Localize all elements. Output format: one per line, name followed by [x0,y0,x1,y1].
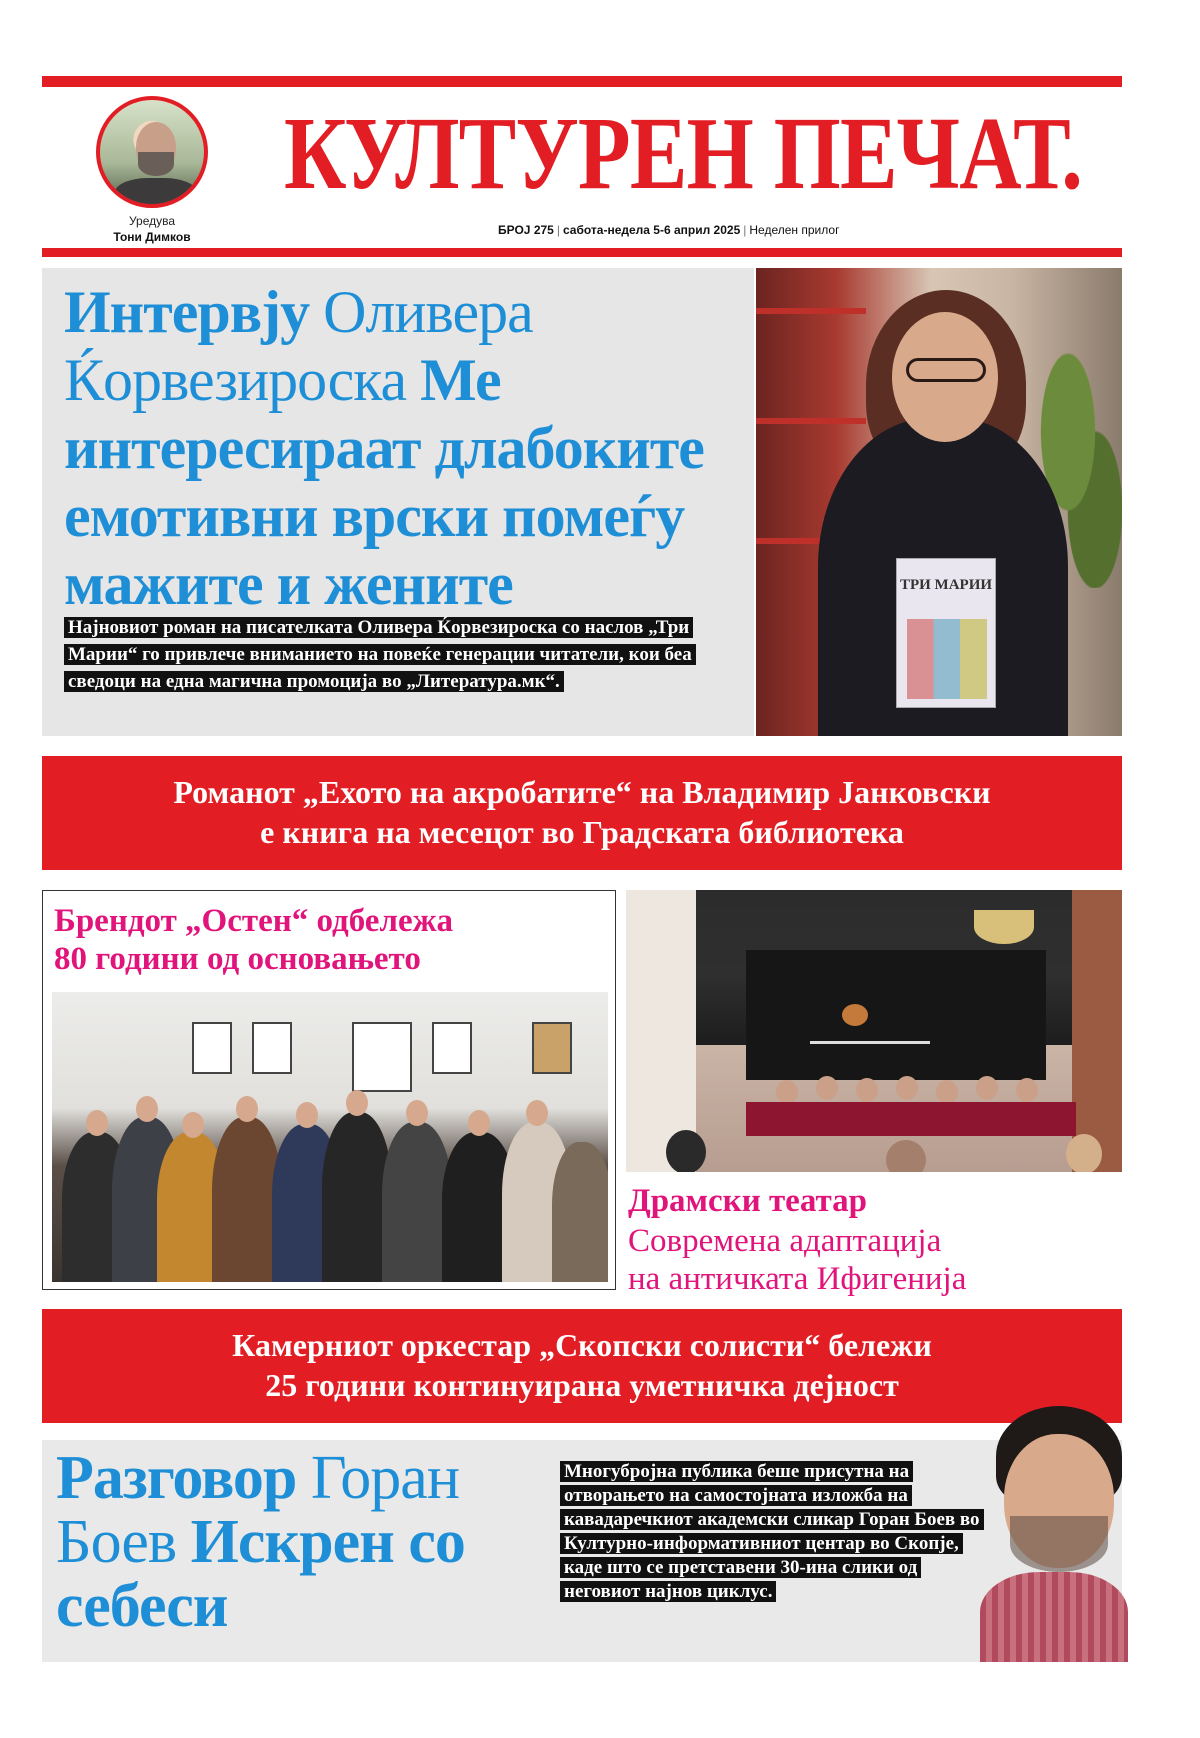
lead-kicker: Интервју [64,279,310,345]
theatre-deck [628,1222,1122,1298]
goran-standfirst-text: Многубројна публика беше присутна на отворањето на самостојната изложба на кавадаречкиот академски сликар Горан Боев во Културно-информативниот центар во Скопје, каде што се претставени 30-ина слики од неговиот најнов циклус. [560,1461,984,1602]
goran-headline[interactable] [56,1446,546,1638]
goran-headline-text: Искрен со себеси [56,1508,465,1640]
issue-note: Неделен прилог [749,223,840,237]
osten-headline [54,902,594,978]
osten-headline-line2: 80 години од основањето [54,941,421,977]
theatre-photo [626,890,1122,1172]
banner-orchestra[interactable] [42,1309,1122,1423]
editor-portrait [96,96,208,208]
issue-line: БРОЈ 275 | сабота-недела 5-6 април 2025 | Неделен прилог [498,223,840,237]
lead-standfirst [64,614,744,695]
lead-person: Оливера Ќорвезироска [64,279,533,413]
goran-person: Горан Боев [56,1444,459,1576]
goran-kicker: Разговор [56,1444,297,1512]
masthead-bottom-rule [42,248,1122,257]
banner-novel[interactable] [42,756,1122,870]
theatre-deck-line1: Современа адаптација [628,1223,942,1259]
theatre-deck-line2: на античката Ифигенија [628,1261,967,1297]
editor-name: Тони Димков [113,230,191,244]
book-cover [896,558,996,708]
issue-number: БРОЈ 275 [498,223,554,237]
masthead-title: КУЛТУРЕН ПЕЧАТ. [284,96,1082,211]
lead-standfirst-text: Најновиот роман на писателката Оливера Ќорвезироска со наслов „Три Марии“ го привлече вниманието на повеќе генерации читатели, кои беа сведоци на една магична промоција во „Литература.мк“. [64,617,696,692]
book-title: ТРИ МАРИИ [899,577,993,593]
goran-portrait [980,1406,1128,1662]
lead-headline[interactable] [64,278,744,618]
lead-photo [756,268,1122,736]
osten-headline-line1: Брендот „Остен“ одбележа [54,903,454,939]
goran-standfirst [560,1460,980,1604]
editor-role: Уредува [128,214,176,228]
issue-date: сабота-недела 5-6 април 2025 [562,223,741,237]
banner-orchestra-line1: Камерниот оркестар „Скопски солисти“ бележи [232,1327,932,1363]
theatre-kicker[interactable]: Драмски театар [628,1183,867,1219]
osten-group-photo [52,992,608,1282]
banner-orchestra-line2: 25 години континуирана уметничка дејност [265,1367,899,1403]
banner-novel-line2: е книга на месецот во Градската библиотека [260,814,904,850]
masthead-top-rule [42,76,1122,87]
banner-novel-line1: Романот „Ехото на акробатите“ на Владимир Јанковски [173,774,991,810]
lead-headline-text: Ме интересираат длабоките емотивни врски помеѓу мажите и жените [64,347,704,617]
